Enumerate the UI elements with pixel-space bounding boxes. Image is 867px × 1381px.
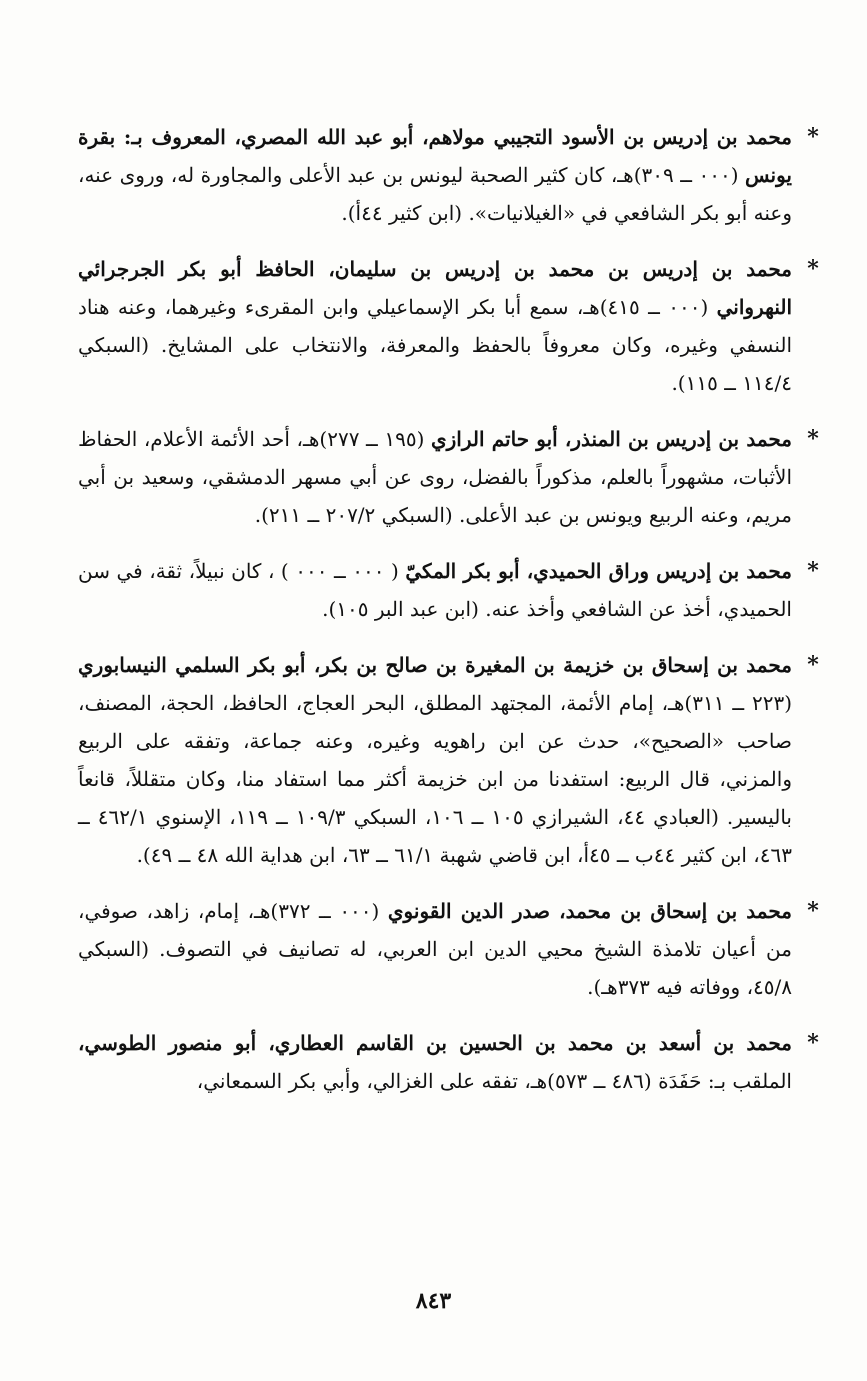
entry-body: ( ٠٠٠ ــ ٠٠٠ ) ، كان نبيلاً، ثقة، في سن الحميدي، أخذ عن الشافعي وأخذ عنه. (ابن عبد البر ١٠٥). (78, 559, 792, 621)
entry-body: الملقب بـ: حَفَدَة (٤٨٦ ــ ٥٧٣)هـ، تفقه على الغزالي، وأبي بكر السمعاني، (196, 1069, 792, 1093)
entry-heading: محمد بن إدريس بن المنذر، أبو حاتم الرازي (430, 427, 793, 451)
entry (78, 420, 828, 534)
entry-heading: محمد بن إدريس وراق الحميدي، أبو بكر المكيّ (405, 559, 792, 583)
asterisk-icon: * (807, 124, 819, 150)
asterisk-icon: * (807, 426, 819, 452)
asterisk-icon: * (807, 256, 819, 282)
entry (78, 118, 828, 232)
asterisk-icon: * (807, 652, 819, 678)
entry-body: (٠٠٠ ــ ٣٠٩)هـ، كان كثير الصحبة ليونس بن عبد الأعلى والمجاورة له، وروى عنه، وعنه أبو بكر الشافعي في «الغيلانيات». (ابن كثير ٤٤أ). (78, 163, 792, 225)
entry (78, 552, 828, 628)
asterisk-icon: * (807, 1030, 819, 1056)
entry-heading: محمد بن إدريس بن محمد بن إدريس بن سليمان، الحافظ أبو بكر الجرجرائي النهرواني (78, 257, 792, 319)
entry-heading: محمد بن إدريس بن الأسود التجيبي مولاهم، أبو عبد الله المصري، المعروف بـ: بقرة يونس (78, 125, 793, 187)
entries-column (78, 118, 828, 1118)
entry (78, 1024, 828, 1100)
entry-heading: محمد بن أسعد بن محمد بن الحسين بن القاسم العطاري، أبو منصور الطوسي، (78, 1031, 792, 1055)
entry-body: (١٩٥ ــ ٢٧٧)هـ، أحد الأئمة الأعلام، الحفاظ الأثبات، مشهوراً بالعلم، مذكوراً بالفضل، روى عن أبي مسهر الدمشقي، وسعيد بن أبي مريم، وعنه الربيع ويونس بن عبد الأعلى. (السبكي ٢٠٧/٢ ــ ٢١١). (78, 427, 792, 527)
entry (78, 250, 828, 402)
entry-heading: محمد بن إسحاق بن محمد، صدر الدين القونوي (387, 899, 792, 923)
entry-body: (٠٠٠ ــ ٤١٥)هـ، سمع أبا بكر الإسماعيلي وابن المقرىء وغيرهما، وعنه هناد النسفي وغيره، وكان معروفاً بالحفظ والمعرفة، والانتخاب على المشايخ. (السبكي ١١٤/٤ ــ ١١٥). (78, 295, 792, 395)
entry (78, 646, 828, 874)
entry-body: (٢٢٣ ــ ٣١١)هـ، إمام الأئمة، المجتهد المطلق، البحر العجاج، الحافظ، الحجة، المصنف، صاحب «الصحيح»، حدث عن ابن راهويه وغيره، وعنه جماعة، وتفقه على الربيع والمزني، قال الربيع: استفدنا من ابن خزيمة أكثر مما استفاد منا، وكان متقللاً، قانعاً باليسير. (العبادي ٤٤، الشيرازي ١٠٥ ــ ١٠٦، السبكي ١٠٩/٣ ــ ١١٩، الإسنوي ٤٦٢/١ ــ ٤٦٣، ابن كثير ٤٤ب ــ ٤٥أ، ابن قاضي شهبة ٦١/١ ــ ٦٣، ابن هداية الله ٤٨ ــ ٤٩). (78, 691, 793, 867)
entry-heading: محمد بن إسحاق بن خزيمة بن المغيرة بن صالح بن بكر، أبو بكر السلمي النيسابوري (78, 653, 792, 677)
asterisk-icon: * (807, 898, 819, 924)
asterisk-icon: * (807, 558, 819, 584)
page-number: ٨٤٣ (415, 1288, 452, 1314)
entry-body: (٠٠٠ ــ ٣٧٢)هـ، إمام، زاهد، صوفي، من أعيان تلامذة الشيخ محيي الدين ابن العربي، له تصانيف في التصوف. (السبكي ٤٥/٨، ووفاته فيه ٣٧٣هـ). (78, 899, 792, 999)
entry (78, 892, 828, 1006)
